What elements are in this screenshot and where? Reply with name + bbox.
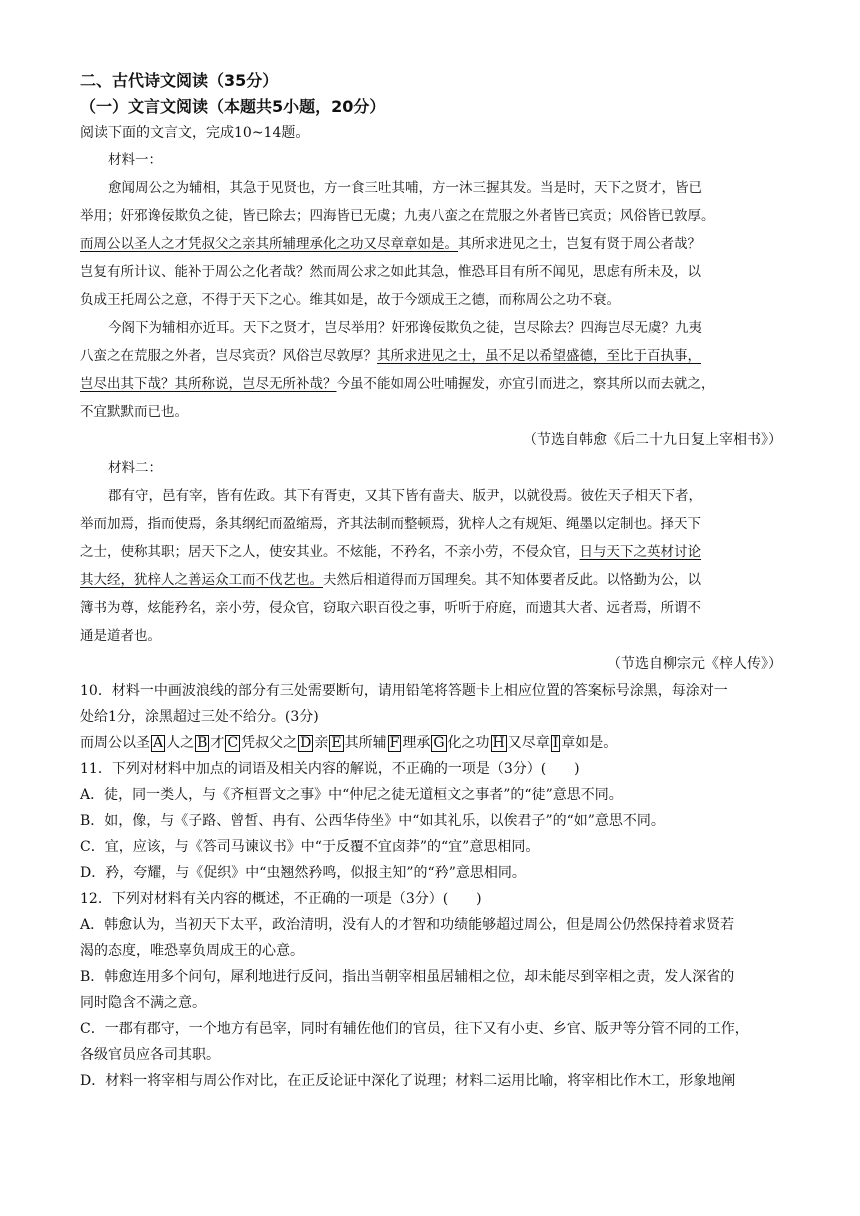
option-box-b[interactable]: B <box>197 735 208 751</box>
text-segment: 其所求进见之士，岂复有贤于周公者哉？ <box>458 236 701 252</box>
instruction: 阅读下面的文言文，完成10~14题。 <box>80 125 310 141</box>
underlined-text: 其大经，犹梓人之善运众工而不伐艺也。 <box>80 572 323 588</box>
material-two-line <box>80 538 782 566</box>
material-two-line: 举而加焉，指而使焉，条其纲纪而盈缩焉，齐其法制而整顿焉，犹梓人之有规矩、绳墨以定制也。择天下 <box>80 516 701 532</box>
material-one-line: 负成王托周公之意，不得于天下之心。维其如是，故于今颂成王之德，而称周公之功不衰。 <box>80 292 620 308</box>
material-one-line <box>80 342 782 370</box>
text-segment: 化之功 <box>447 735 490 751</box>
material-one-line <box>80 230 782 258</box>
material-two-line <box>80 566 782 594</box>
material-one-line: 不宜默默而已也。 <box>80 404 188 420</box>
text-segment: 而周公以圣 <box>80 735 150 751</box>
material-one-line <box>80 370 782 398</box>
option-box-d[interactable]: D <box>300 735 312 751</box>
material-two-label: 材料二： <box>108 460 162 476</box>
question-text: 10．材料一中画波浪线的部分有三处需要断句，请用铅笔将答题卡上相应位置的答案标号涂黑，每涂对一 <box>80 683 728 699</box>
text-segment: 人之 <box>166 735 195 751</box>
underlined-text: 日与天下之英材讨论 <box>579 544 701 560</box>
option-c-cont: 各级官员应各司其职。 <box>80 1047 220 1063</box>
material-one-source: （节选自韩愈《后二十九日复上宰相书》） <box>523 432 782 448</box>
option-c: C．宜，应该，与《答司马谏议书》中“于反覆不宜卤莽”的“宜”意思相同。 <box>80 839 540 855</box>
material-one-line: 今阁下为辅相亦近耳。天下之贤才，岂尽举用？奸邪谗佞欺负之徒，岂尽除去？四海岂尽无虞？九夷 <box>108 320 702 336</box>
text-segment: 之士，使称其职；居天下之人，使安其业。不炫能，不矜名，不亲小劳，不侵众官， <box>80 544 580 560</box>
wavy-underline-text: 而周公以圣人之才凭叔父之亲其所辅理承化之功又尽章章如是。 <box>80 236 458 252</box>
text-segment: 八蛮之在荒服之外者，岂尽宾贡？风俗岂尽敦厚？ <box>80 348 377 364</box>
text-segment: 又尽章 <box>507 735 550 751</box>
option-a: A．韩愈认为，当初天下太平，政治清明，没有人的才智和功绩能够超过周公，但是周公仍然保持着求贤若 <box>80 917 735 933</box>
text-segment: 其所辅 <box>344 735 387 751</box>
option-d: D．矜，夸耀，与《促织》中“虫翘然矜鸣，似报主知”的“矜”意思相同。 <box>80 865 526 881</box>
question-12 <box>80 886 782 1094</box>
material-two-line: 簿书为尊，炫能矜名，亲小劳，侵众官，窃取六职百役之事，听听于府庭，而遗其大者、远者焉，所谓不 <box>80 600 701 616</box>
material-one-line: 愈闻周公之为辅相，其急于见贤也，方一食三吐其哺，方一沐三握其发。当是时，天下之贤才，皆已 <box>108 180 702 196</box>
underlined-text: 岂尽出其下哉？其所称说，岂尽无所补哉？ <box>80 376 337 392</box>
material-one-line: 举用；奸邪谗佞欺负之徒，皆已除去；四海皆已无虞；九夷八蛮之在荒服之外者皆已宾贡；风俗皆已敦厚。 <box>80 208 715 224</box>
text-segment: 章如是。 <box>561 735 618 751</box>
material-two <box>80 454 782 678</box>
text-segment: 才 <box>210 735 225 751</box>
material-one-line: 岂复有所计议、能补于周公之化者哉？然而周公求之如此其急，惟恐耳目有所不闻见，思虑有所未及，以 <box>80 264 701 280</box>
option-box-e[interactable]: E <box>331 735 342 751</box>
option-c: C．一郡有郡守，一个地方有邑宰，同时有辅佐他们的官员，往下又有小吏、乡官、版尹等分管不同的工作， <box>80 1021 749 1037</box>
option-box-f[interactable]: F <box>389 735 400 751</box>
text-segment: 亲 <box>314 735 329 751</box>
text-segment: 夫然后相道得而万国理矣。其不知体要者反此。以恪勤为公，以 <box>323 572 701 588</box>
option-b-cont: 同时隐含不满之意。 <box>80 995 206 1011</box>
section-title: 二、古代诗文阅读（35分） <box>80 71 279 90</box>
material-two-line: 郡有守，邑有宰，皆有佐政。其下有胥吏，又其下皆有啬夫、版尹，以就役焉。彼佐天子相天下者， <box>108 488 702 504</box>
option-box-c[interactable]: C <box>227 735 239 751</box>
text-segment: 理承 <box>402 735 431 751</box>
option-box-g[interactable]: G <box>433 735 445 751</box>
punctuation-sequence <box>80 730 782 756</box>
option-a-cont: 渴的态度，唯恐辜负周成王的心意。 <box>80 943 304 959</box>
question-stem: 11．下列对材料中加点的词语及相关内容的解说，不正确的一项是（3分）( ) <box>80 761 580 777</box>
text-segment: 今虽不能如周公吐哺握发，亦宜引而进之，察其所以而去就之， <box>336 376 715 392</box>
material-one <box>80 146 782 454</box>
option-b: B．韩愈连用多个问句，犀利地进行反问，指出当朝宰相虽居辅相之位，却未能尽到宰相之责，发人深省的 <box>80 969 735 985</box>
question-stem: 12．下列对材料有关内容的概述，不正确的一项是（3分）( ) <box>80 891 482 907</box>
text-segment: 凭叔父之 <box>241 735 298 751</box>
question-text: 处给1分，涂黑超过三处不给分。(3分) <box>80 709 319 725</box>
material-one-label: 材料一： <box>108 152 162 168</box>
question-10 <box>80 678 782 756</box>
material-two-line: 通是道者也。 <box>80 628 161 644</box>
option-box-h[interactable]: H <box>492 735 505 751</box>
material-two-source: （节选自柳宗元《梓人传》） <box>607 656 782 672</box>
option-box-a[interactable]: A <box>153 735 164 751</box>
option-b: B．如，像，与《子路、曾皙、冉有、公西华侍坐》中“如其礼乐，以俟君子”的“如”意思不同。 <box>80 813 665 829</box>
question-11 <box>80 756 782 886</box>
option-box-i[interactable]: I <box>552 735 559 751</box>
underlined-text: 其所求进见之士，虽不足以希望盛德，至比于百执事， <box>377 348 701 364</box>
option-d: D．材料一将宰相与周公作对比，在正反论证中深化了说理；材料二运用比喻，将宰相比作木工，形象地阐 <box>80 1073 736 1089</box>
subsection-title: （一）文言文阅读（本题共5小题，20分） <box>80 97 386 116</box>
page-content <box>80 68 782 1094</box>
option-a: A．徒，同一类人，与《齐桓晋文之事》中“仲尼之徒无道桓文之事者”的“徒”意思不同。 <box>80 787 623 803</box>
